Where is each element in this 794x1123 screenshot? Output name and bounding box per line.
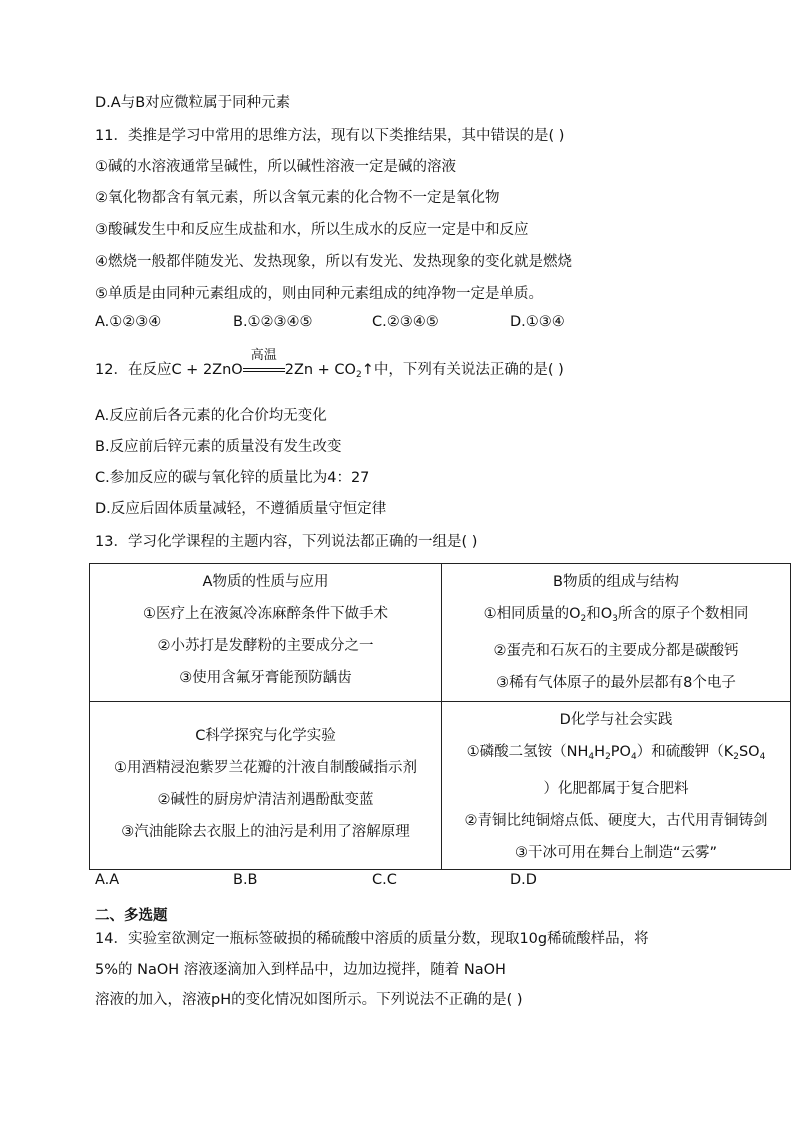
- cell-d-title: D化学与社会实践: [559, 712, 673, 728]
- cell-a-line-2: ②小苏打是发酵粉的主要成分之一: [157, 638, 374, 654]
- q14-line-3: 溶液的加入，溶液pH的变化情况如图所示。下列说法不正确的是( ): [95, 992, 523, 1008]
- cell-a-line-1: ①医疗上在液氮冷冻麻醉条件下做手术: [143, 606, 388, 622]
- q14-line-1: 14．实验室欲测定一瓶标签破损的稀硫酸中溶质的质量分数，现取10g稀硫酸样品，将: [95, 931, 649, 947]
- cell-a-title: A物质的性质与应用: [202, 574, 329, 590]
- cell-d-line-4: ③干冰可用在舞台上制造“云雾”: [514, 845, 718, 861]
- subscript: 2: [355, 370, 362, 380]
- cell-b-title: B物质的组成与结构: [553, 574, 679, 590]
- cell-d-line-1: ①磷酸二氢铵$(NH_4H_2PO_4)$和硫酸钾（$K_2SO_4$: [466, 744, 766, 762]
- reaction-condition: 高温: [250, 348, 277, 363]
- cell-d-line-2: ）化肥都属于复合肥料: [543, 781, 689, 797]
- q12-option-d[interactable]: D.反应后固体质量减轻，不遵循质量守恒定律: [95, 501, 387, 517]
- cell-c-title: C科学探究与化学实验: [195, 728, 336, 744]
- cell-b-line-1: ①相同质量的$O_2$和$O_3$所含的原子个数相同: [483, 606, 749, 624]
- q11-item-2: ②氧化物都含有氧元素，所以含氧元素的化合物不一定是氧化物: [95, 190, 500, 206]
- cell-b-line-3: ③稀有气体原子的最外层都有8个电子: [496, 675, 736, 691]
- q11-option-d[interactable]: D.①③④: [510, 314, 565, 330]
- gas-arrow-icon: ↑: [361, 362, 374, 378]
- cell-a-line-3: ③使用含氟牙膏能预防龋齿: [179, 670, 352, 686]
- cell-b: [442, 564, 791, 702]
- q12-option-a[interactable]: A.反应前后各元素的化合价均无变化: [95, 408, 327, 424]
- cell-d: [442, 702, 791, 870]
- cell-d-line-3: ②青铜比纯铜熔点低、硬度大，古代用青铜铸剑: [464, 813, 768, 829]
- q11-item-4: ④燃烧一般都伴随发光、发热现象，所以有发光、发热现象的变化就是燃烧: [95, 254, 572, 270]
- q11-item-1: ①碱的水溶液通常呈碱性，所以碱性溶液一定是碱的溶液: [95, 159, 456, 175]
- reaction-condition-arrow: [243, 348, 285, 380]
- q12-stem: [95, 348, 564, 385]
- q11-stem: 11．类推是学习中常用的思维方法，现有以下类推结果，其中错误的是( ): [95, 128, 565, 144]
- q13-option-d[interactable]: D.D: [510, 872, 537, 888]
- equation-reactants: C + 2ZnO: [171, 362, 243, 378]
- q13-option-a[interactable]: A.A: [95, 872, 120, 888]
- cell-c-line-1: ①用酒精浸泡紫罗兰花瓣的汁液自制酸碱指示剂: [114, 760, 417, 776]
- q13-option-c[interactable]: C.C: [372, 872, 397, 888]
- q13-stem: 13．学习化学课程的主题内容，下列说法都正确的一组是( ): [95, 534, 478, 550]
- q12-prefix: 12．在反应: [95, 362, 172, 378]
- section-title: 二、多选题: [95, 908, 168, 924]
- q13-option-b[interactable]: B.B: [233, 872, 258, 888]
- q12-equation: [171, 348, 374, 380]
- q13-options: [95, 872, 537, 888]
- cell-b-line-2: ②蛋壳和石灰石的主要成分都是碳酸钙: [493, 643, 739, 659]
- cell-c-line-3: ③汽油能除去衣服上的油污是利用了溶解原理: [121, 824, 410, 840]
- cell-a: [90, 564, 442, 702]
- cell-c-line-2: ②碱性的厨房炉清洁剂遇酚酞变蓝: [157, 792, 374, 808]
- cell-c: [90, 702, 442, 870]
- q12-option-b[interactable]: B.反应前后锌元素的质量没有发生改变: [95, 439, 342, 455]
- q11-option-b[interactable]: B.①②③④⑤: [233, 314, 313, 330]
- equation-products: 2Zn + CO: [284, 362, 356, 378]
- q13-table: [89, 563, 791, 870]
- q12-option-c[interactable]: C.参加反应的碳与氧化锌的质量比为4：27: [95, 470, 370, 486]
- q11-item-5: ⑤单质是由同种元素组成的，则由同种元素组成的纯净物一定是单质。: [95, 286, 543, 302]
- q11-option-a[interactable]: A.①②③④: [95, 314, 162, 330]
- q14-line-2: 5%的 NaOH 溶液逐滴加入到样品中，边加边搅拌，随着 NaOH: [95, 962, 506, 978]
- q11-item-3: ③酸碱发生中和反应生成盐和水，所以生成水的反应一定是中和反应: [95, 222, 529, 238]
- q11-option-c[interactable]: C.②③④⑤: [372, 314, 439, 330]
- q11-options: [95, 314, 565, 330]
- q12-suffix: 中，下列有关说法正确的是( ): [373, 362, 564, 378]
- q10-option-d: D.A与B对应微粒属于同种元素: [95, 95, 291, 111]
